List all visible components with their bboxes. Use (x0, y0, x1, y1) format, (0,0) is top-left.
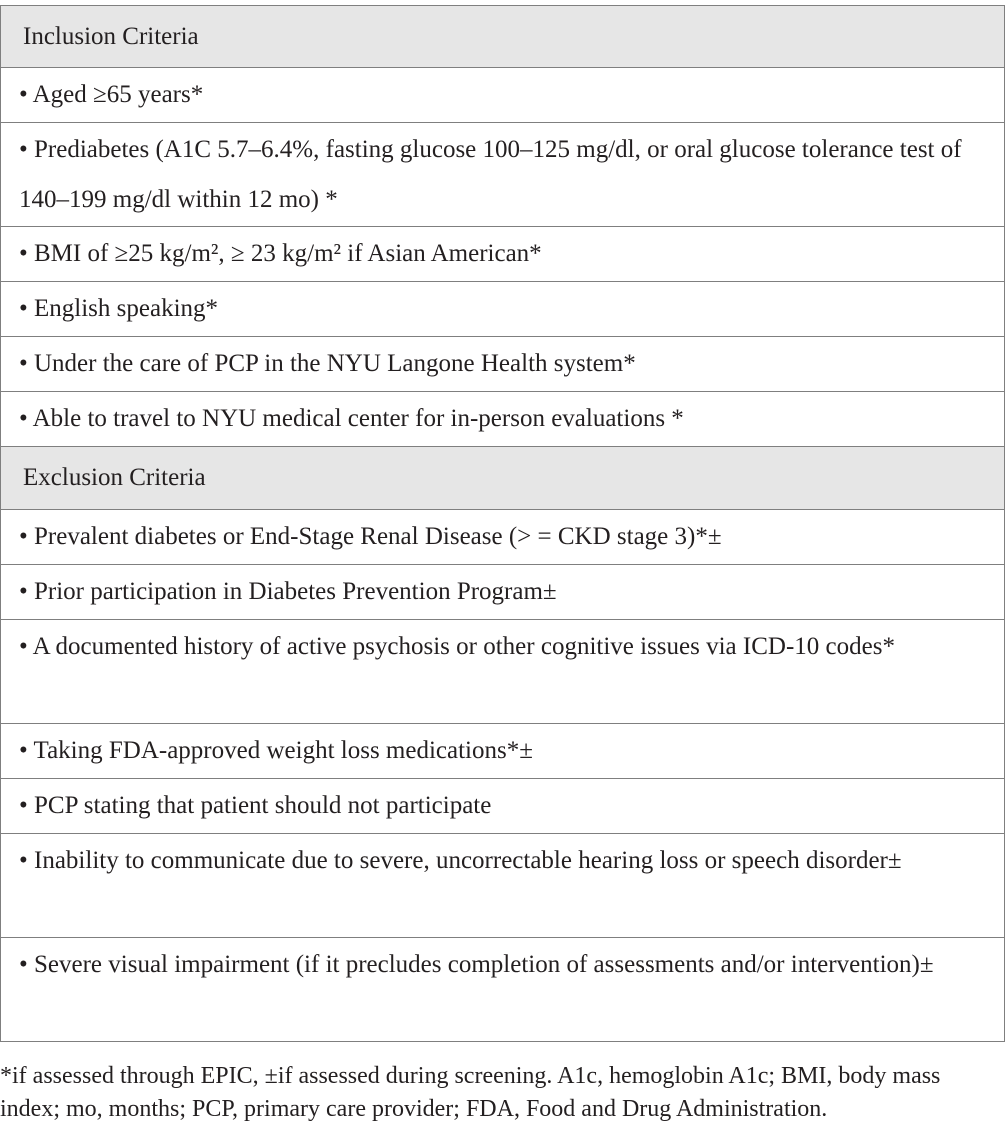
exclusion-criterion: • Prior participation in Diabetes Prevention Program± (19, 578, 557, 605)
inclusion-header: Inclusion Criteria (23, 22, 199, 50)
table-row (1, 123, 1004, 227)
inclusion-criterion: • English speaking* (19, 295, 219, 322)
inclusion-criterion: • BMI of ≥25 kg/m², ≥ 23 kg/m² if Asian American* (19, 240, 542, 267)
table-row (1, 337, 1004, 392)
inclusion-criterion: • Aged ≥65 years* (19, 81, 204, 108)
table-row (1, 779, 1004, 834)
exclusion-header: Exclusion Criteria (23, 464, 206, 491)
table-row (1, 620, 1004, 724)
exclusion-header-row (1, 447, 1004, 510)
exclusion-criterion: • PCP stating that patient should not participate (19, 792, 492, 819)
table-row (1, 68, 1004, 123)
exclusion-criterion: • Severe visual impairment (if it precludes completion of assessments and/or intervention)± (19, 951, 934, 978)
inclusion-criterion: • Able to travel to NYU medical center for in-person evaluations * (19, 405, 684, 432)
table-row (1, 227, 1004, 282)
exclusion-criterion: • A documented history of active psychosis or other cognitive issues via ICD-10 codes* (19, 633, 895, 660)
table-row (1, 510, 1004, 565)
exclusion-criterion: • Inability to communicate due to severe, uncorrectable hearing loss or speech disorder± (19, 847, 902, 874)
inclusion-criterion: • Prediabetes (A1C 5.7–6.4%, fasting glucose 100–125 mg/dl, or oral glucose tolerance test of 140–199 mg/dl within 12 mo) * (19, 136, 962, 213)
criteria-table (0, 5, 1005, 1042)
exclusion-criterion: • Prevalent diabetes or End-Stage Renal Disease (> = CKD stage 3)*± (19, 523, 722, 550)
table-row (1, 938, 1004, 1042)
table-row (1, 565, 1004, 620)
inclusion-header-row (1, 6, 1004, 68)
table-row (1, 392, 1004, 447)
inclusion-criterion: • Under the care of PCP in the NYU Langone Health system* (19, 350, 636, 377)
table-row (1, 834, 1004, 938)
exclusion-criterion: • Taking FDA-approved weight loss medications*± (19, 737, 533, 764)
table-row (1, 724, 1004, 779)
table-row (1, 282, 1004, 337)
table-footnote: *if assessed through EPIC, ±if assessed during screening. A1c, hemoglobin A1c; BMI, body mass index; mo, months; PCP, primary care provider; FDA, Food and Drug Administration. (0, 1063, 941, 1122)
